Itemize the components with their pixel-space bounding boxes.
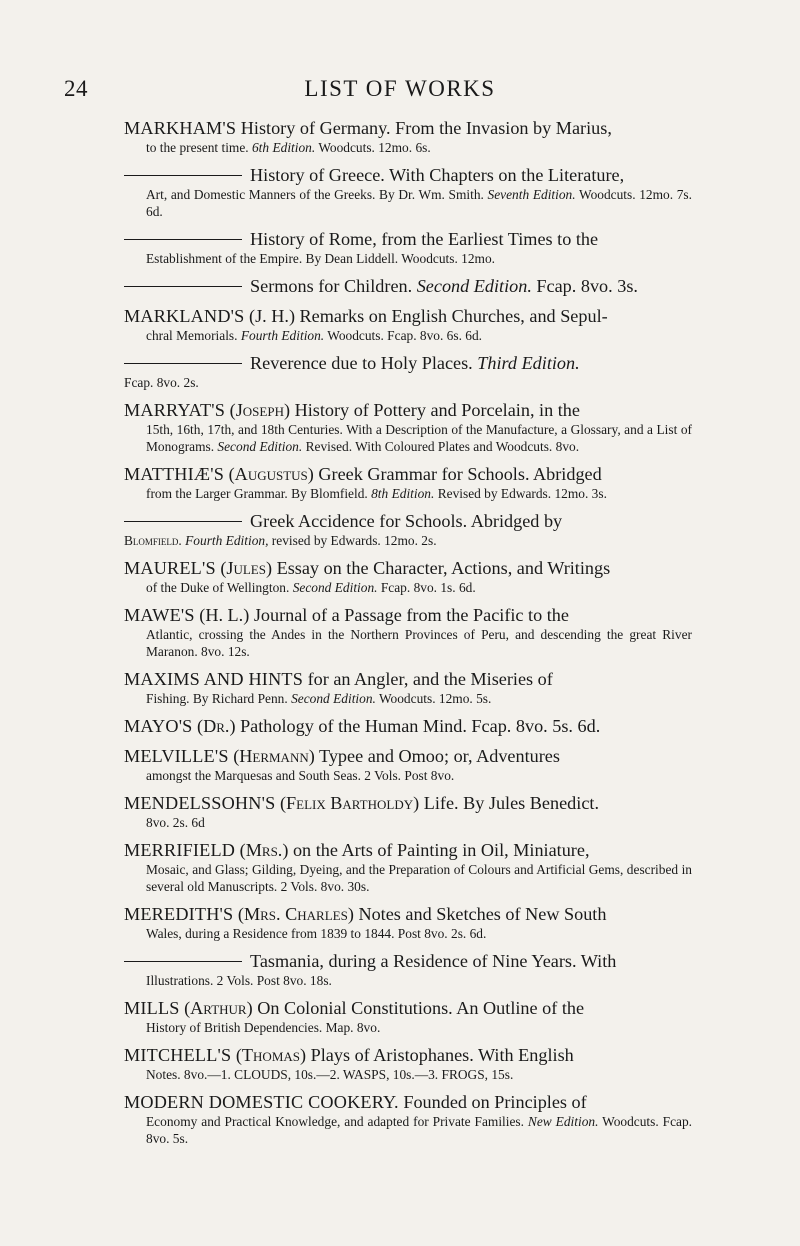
entry-markham-rome: History of Rome, from the Earliest Times to the Establishment of the Empire. By Dean Liddell. Woodcuts. 12mo.	[124, 228, 692, 267]
entry-title: Tasmania, during a Residence of Nine Years. With	[250, 951, 617, 971]
page-header	[0, 76, 800, 106]
entry-mendelssohn: MENDELSSOHN'S (Felix Bartholdy) Life. By Jules Benedict. 8vo. 2s. 6d	[124, 793, 599, 830]
entries-list	[124, 117, 692, 1155]
entry-melville: MELVILLE'S (Hermann) Typee and Omoo; or, Adventures amongst the Marquesas and South Seas. 2 Vols. Post 8vo.	[124, 746, 560, 783]
entry-author: MERRIFIELD	[124, 840, 236, 860]
entry-marryat: MARRYAT'S (Joseph) History of Pottery and Porcelain, in the 15th, 16th, 17th, and 18th Centuries. With a Description of the Manufacture, a Glossary, and a List of Monograms. Second Edition. Revised. With Coloured Plates and Woodcuts. 8vo.	[124, 400, 692, 454]
entry-meredith: MEREDITH'S (Mrs. Charles) Notes and Sketches of New South Wales, during a Residence from 1839 to 1844. Post 8vo. 2s. 6d.	[124, 904, 607, 941]
entry-mitchell: MITCHELL'S (Thomas) Plays of Aristophanes. With English Notes. 8vo.—1. CLOUDS, 10s.—2. WASPS, 10s.—3. FROGS, 15s.	[124, 1045, 574, 1082]
entry-mawe: MAWE'S (H. L.) Journal of a Passage from the Pacific to the Atlantic, crossing the Andes in the Northern Provinces of Peru, and descending the great River Maranon. 8vo. 12s.	[124, 605, 692, 659]
entry-author: MAYO'S	[124, 716, 193, 736]
entry-title: Journal of a Passage from the Pacific to the	[249, 605, 569, 625]
entry-author: MITCHELL'S	[124, 1045, 232, 1065]
entry-title: History of Pottery and Porcelain, in the	[290, 400, 580, 420]
entry-author: MARKHAM'S	[124, 118, 237, 138]
entry-title: Reverence due to Holy Places.	[250, 353, 478, 373]
entry-matthiae-accidence: Greek Accidence for Schools. Abridged by Blomfield. Fourth Edition, revised by Edwards. 12mo. 2s.	[124, 511, 563, 548]
entry-markham-greece: History of Greece. With Chapters on the Literature, Art, and Domestic Manners of the Greeks. By Dr. Wm. Smith. Seventh Edition. Woodcuts. 12mo. 7s. 6d.	[124, 164, 692, 220]
entry-markland-reverence: Reverence due to Holy Places. Third Edition. Fcap. 8vo. 2s.	[124, 353, 580, 390]
entry-maxims: MAXIMS AND HINTS for an Angler, and the Miseries of Fishing. By Richard Penn. Second Edition. Woodcuts. 12mo. 5s.	[124, 669, 553, 706]
entry-title: Sermons for Children.	[250, 276, 417, 296]
entry-title: Remarks on English Churches, and Sepul-	[295, 306, 608, 326]
entry-title: Typee and Omoo; or, Adventures	[314, 746, 560, 766]
ditto-rule	[124, 286, 242, 287]
entry-title: on the Arts of Painting in Oil, Miniature,	[288, 840, 590, 860]
entry-markland: MARKLAND'S (J. H.) Remarks on English Churches, and Sepul- chral Memorials. Fourth Edition. Woodcuts. Fcap. 8vo. 6s. 6d.	[124, 306, 608, 343]
entry-author: MAUREL'S	[124, 558, 216, 578]
entry-title: Notes and Sketches of New South	[353, 904, 607, 924]
entry-title: History of Greece. With Chapters on the Literature,	[250, 165, 625, 185]
entry-merrifield: MERRIFIELD (Mrs.) on the Arts of Painting in Oil, Miniature, Mosaic, and Glass; Gilding, Dyeing, and the Preparation of Colours and Artificial Gems, described in several old Manuscripts. 2 Vols. 8vo. 30s.	[124, 840, 692, 894]
entry-author: MAWE'S	[124, 605, 195, 625]
entry-title: Greek Accidence for Schools. Abridged by	[250, 511, 563, 531]
entry-meredith-tasmania: Tasmania, during a Residence of Nine Years. With Illustrations. 2 Vols. Post 8vo. 18s.	[124, 950, 692, 989]
entry-matthiae: MATTHIÆ'S (Augustus) Greek Grammar for Schools. Abridged from the Larger Grammar. By Blomfield. 8th Edition. Revised by Edwards. 12mo. 3s.	[124, 464, 607, 501]
page-number: 24	[64, 76, 88, 101]
entry-author: MATTHIÆ'S	[124, 464, 225, 484]
entry-markham-sermons: Sermons for Children. Second Edition. Fcap. 8vo. 3s.	[124, 275, 692, 297]
ditto-rule	[124, 961, 242, 962]
entry-title: for an Angler, and the Miseries of	[303, 669, 553, 689]
entry-author: MODERN DOMESTIC COOKERY.	[124, 1092, 399, 1112]
ditto-rule	[124, 363, 242, 364]
entry-title: History of Germany. From the Invasion by Marius,	[236, 118, 612, 138]
entry-title: History of Rome, from the Earliest Times to the	[250, 229, 599, 249]
entry-mayo: MAYO'S (Dr.) Pathology of the Human Mind. Fcap. 8vo. 5s. 6d.	[124, 716, 601, 736]
entry-title: On Colonial Constitutions. An Outline of the	[252, 998, 585, 1018]
entry-markham: MARKHAM'S History of Germany. From the Invasion by Marius, to the present time. 6th Edition. Woodcuts. 12mo. 6s.	[124, 118, 612, 155]
entry-author: MARKLAND'S	[124, 306, 245, 326]
entry-modern-cookery: MODERN DOMESTIC COOKERY. Founded on Principles of Economy and Practical Knowledge, and adapted for Private Families. New Edition. Woodcuts. Fcap. 8vo. 5s.	[124, 1092, 692, 1146]
entry-author: MENDELSSOHN'S	[124, 793, 276, 813]
entry-title: Pathology of the Human Mind. Fcap. 8vo. 5s. 6d.	[235, 716, 601, 736]
entry-title: Greek Grammar for Schools. Abridged	[313, 464, 602, 484]
ditto-rule	[124, 175, 242, 176]
entry-title: Life. By Jules Benedict.	[419, 793, 599, 813]
entry-author: MELVILLE'S	[124, 746, 229, 766]
entry-title: Founded on Principles of	[398, 1092, 587, 1112]
entry-author: MARRYAT'S	[124, 400, 226, 420]
entry-author: MILLS	[124, 998, 180, 1018]
entry-mills: MILLS (Arthur) On Colonial Constitutions. An Outline of the History of British Dependencies. Map. 8vo.	[124, 998, 585, 1035]
entry-title: Plays of Aristophanes. With English	[306, 1045, 574, 1065]
entry-author: MEREDITH'S	[124, 904, 234, 924]
entry-maurel: MAUREL'S (Jules) Essay on the Character, Actions, and Writings of the Duke of Wellington. Second Edition. Fcap. 8vo. 1s. 6d.	[124, 558, 611, 595]
ditto-rule	[124, 239, 242, 240]
entry-author: MAXIMS AND HINTS	[124, 669, 304, 689]
entry-title: Essay on the Character, Actions, and Writings	[272, 558, 611, 578]
ditto-rule	[124, 521, 242, 522]
running-head: LIST OF WORKS	[304, 76, 496, 101]
